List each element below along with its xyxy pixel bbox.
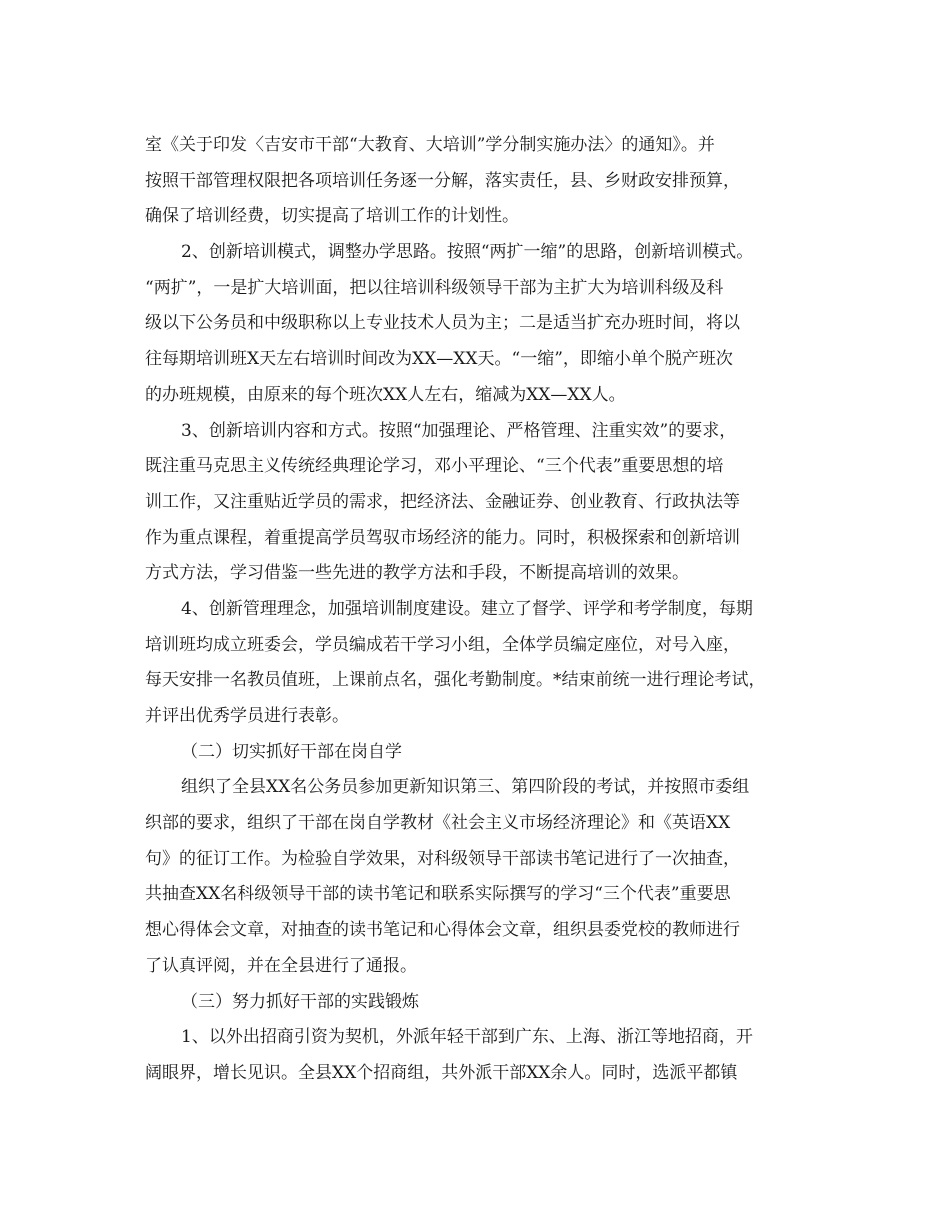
section-heading: （三）努力抓好干部的实践锻炼 xyxy=(181,991,419,1012)
text-line: 句》的征订工作。为检验自学效果，对科级领导干部读书笔记进行了一次抽查， xyxy=(145,848,740,869)
paragraph-start-line: 1、以外出招商引资为契机，外派年轻干部到广东、上海、浙江等地招商，开 xyxy=(181,1027,753,1048)
text-line: 的办班规模，由原来的每个班次XX人左右，缩减为XX—XX人。 xyxy=(145,384,626,405)
text-line: 想心得体会文章，对抽查的读书笔记和心得体会文章，组织县委党校的教师进行 xyxy=(145,920,740,941)
text-line: 确保了培训经费，切实提高了培训工作的计划性。 xyxy=(145,206,519,227)
paragraph-start-line: 3、创新培训内容和方式。按照“加强理论、严格管理、注重实效”的要求， xyxy=(181,420,737,441)
text-line: “两扩”，一是扩大培训面，把以往培训科级领导干部为主扩大为培训科级及科 xyxy=(145,277,724,298)
text-line: 往每期培训班X天左右培训时间改为XX—XX天。“一缩”，即缩小单个脱产班次 xyxy=(145,349,733,370)
text-line: 并评出优秀学员进行表彰。 xyxy=(145,706,349,726)
section-heading: （二）切实抓好干部在岗自学 xyxy=(181,741,402,762)
text-line: 织部的要求，组织了干部在岗自学教材《社会主义市场经济理论》和《英语XX xyxy=(145,813,731,834)
body-text xyxy=(145,128,845,1092)
text-line: 训工作，又注重贴近学员的需求，把经济法、金融证券、创业教育、行政执法等 xyxy=(145,491,740,512)
text-line: 阔眼界，增长见识。全县XX个招商组，共外派干部XX余人。同时，选派平都镇 xyxy=(145,1062,738,1083)
text-line: 作为重点课程，着重提高学员驾驭市场经济的能力。同时，积极探索和创新培训 xyxy=(145,527,740,548)
paragraph-start-line: 组织了全县XX名公务员参加更新知识第三、第四阶段的考试，并按照市委组 xyxy=(181,777,750,798)
text-line: 共抽查XX名科级领导干部的读书笔记和联系实际撰写的学习“三个代表”重要思 xyxy=(145,884,731,905)
text-line: 培训班均成立班委会，学员编成若干学习小组，全体学员编定座位，对号入座， xyxy=(145,634,740,655)
text-line: 按照干部管理权限把各项培训任务逐一分解，落实责任，县、乡财政安排预算， xyxy=(145,170,740,191)
paragraph-start-line: 2、创新培训模式，调整办学思路。按照“两扩一缩”的思路，创新培训模式。 xyxy=(181,242,754,263)
text-line: 了认真评阅，并在全县进行了通报。 xyxy=(145,955,417,976)
text-line: 室《关于印发〈吉安市干部“大教育、大培训”学分制实施办法〉的通知》。并 xyxy=(145,135,715,155)
paragraph-start-line: 4、创新管理理念，加强培训制度建设。建立了督学、评学和考学制度，每期 xyxy=(181,598,753,619)
text-line: 每天安排一名教员值班，上课前点名，强化考勤制度。*结束前统一进行理论考试， xyxy=(145,670,766,691)
text-line: 既注重马克思主义传统经典理论学习，邓小平理论、“三个代表”重要思想的培 xyxy=(145,456,724,477)
text-line: 方式方法，学习借鉴一些先进的教学方法和手段，不断提高培训的效果。 xyxy=(145,563,689,584)
text-line: 级以下公务员和中级职称以上专业技术人员为主；二是适当扩充办班时间，将以 xyxy=(145,313,740,334)
